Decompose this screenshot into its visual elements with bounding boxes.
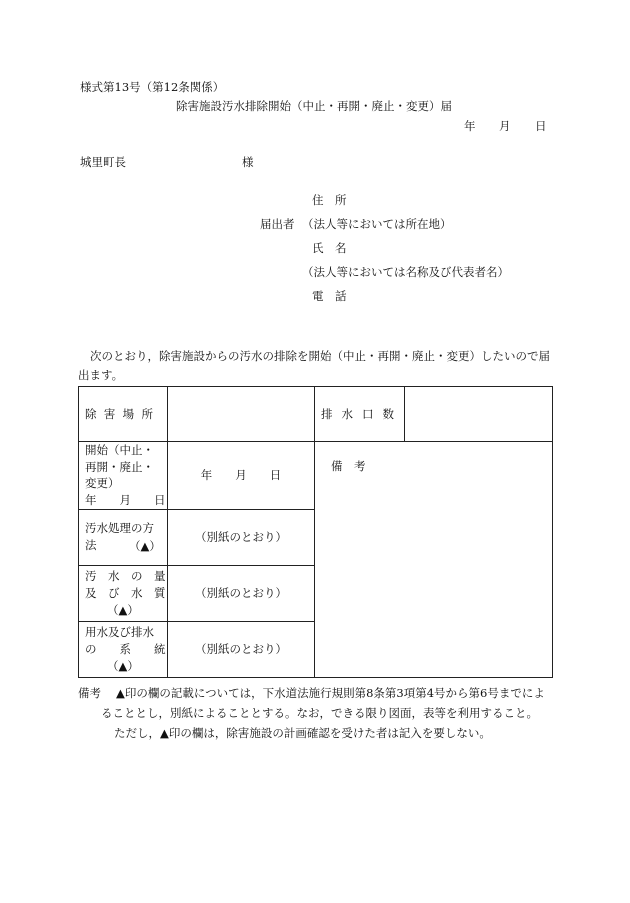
start-label-cell	[79, 442, 168, 510]
treatment-value: （別紙のとおり）	[195, 530, 287, 545]
notes-label: 備考	[78, 686, 101, 700]
outlets-label-char: 排	[321, 407, 333, 421]
location-label-char: 除	[85, 407, 97, 421]
start-label-ymd: 年 月 日	[85, 493, 166, 508]
quantity-label-1: 汚 水 の 量	[85, 569, 166, 584]
start-date-cell[interactable]	[168, 442, 315, 510]
date-day: 日	[535, 119, 547, 133]
form-title: 除害施設汚水排除開始（中止・再開・廃止・変更）届	[176, 99, 452, 113]
outlets-label-char: 口	[362, 407, 374, 421]
outlets-label-char: 水	[341, 407, 353, 421]
system-mark: （▲）	[107, 658, 139, 673]
phone-label: 電 話	[312, 289, 347, 303]
notifier-label: 届出者	[260, 217, 295, 231]
system-label-2: の 系 統	[85, 641, 166, 656]
address-label: 住 所	[312, 193, 347, 207]
form-table	[78, 386, 553, 678]
table-row	[79, 387, 553, 442]
addressee-town: 城里町長	[80, 155, 126, 169]
system-label-1: 用水及び排水	[85, 625, 154, 640]
treatment-label-cell	[79, 509, 168, 565]
system-value-cell[interactable]	[168, 621, 315, 677]
remarks-header: 備 考	[331, 459, 366, 473]
quantity-label-2: 及 び 水 質	[85, 585, 166, 600]
remarks-cell[interactable]	[315, 442, 553, 678]
outlets-value-cell[interactable]	[405, 387, 553, 442]
notes-line-1: ▲印の欄の記載については，下水道法施行規則第8条第3項第4号から第6号までによ	[116, 686, 545, 700]
date-month: 月	[499, 119, 511, 133]
location-label-cell	[79, 387, 168, 442]
notes-line-2: ることとし，別紙によることとする。なお，できる限り図面，表等を利用すること。	[101, 706, 538, 720]
treatment-mark: （▲）	[129, 538, 161, 553]
location-label-char: 場	[122, 407, 135, 421]
treatment-label: 汚水処理の方法	[85, 521, 154, 552]
body-line-1: 次のとおり，除害施設からの汚水の排除を開始（中止・再開・廃止・変更）したいので届	[90, 349, 550, 363]
body-line-2: 出ます。	[78, 368, 124, 382]
quantity-value: （別紙のとおり）	[195, 586, 287, 601]
name-note: （法人等においては名称及び代表者名）	[302, 265, 509, 279]
address-note: （法人等においては所在地）	[302, 217, 452, 231]
form-number: 様式第13号（第12条関係）	[80, 80, 225, 94]
system-label-cell	[79, 621, 168, 677]
outlets-label-char: 数	[382, 407, 394, 421]
system-value: （別紙のとおり）	[195, 642, 287, 657]
start-label: 開始（中止・再開・廃止・変更）	[85, 443, 154, 491]
name-label: 氏 名	[312, 241, 347, 255]
date-year: 年	[464, 119, 476, 133]
quantity-label-cell	[79, 565, 168, 621]
outlets-label-cell	[315, 387, 405, 442]
treatment-value-cell[interactable]	[168, 509, 315, 565]
table-row	[79, 442, 553, 510]
location-label-char: 所	[141, 407, 153, 421]
location-value-cell[interactable]	[168, 387, 315, 442]
start-date-value: 年 月 日	[200, 468, 282, 483]
quantity-mark: （▲）	[107, 602, 139, 617]
quantity-value-cell[interactable]	[168, 565, 315, 621]
location-label-char: 害	[103, 407, 116, 421]
addressee-honorific: 様	[242, 155, 254, 169]
notes-line-3: ただし，▲印の欄は，除害施設の計画確認を受けた者は記入を要しない。	[114, 726, 491, 740]
